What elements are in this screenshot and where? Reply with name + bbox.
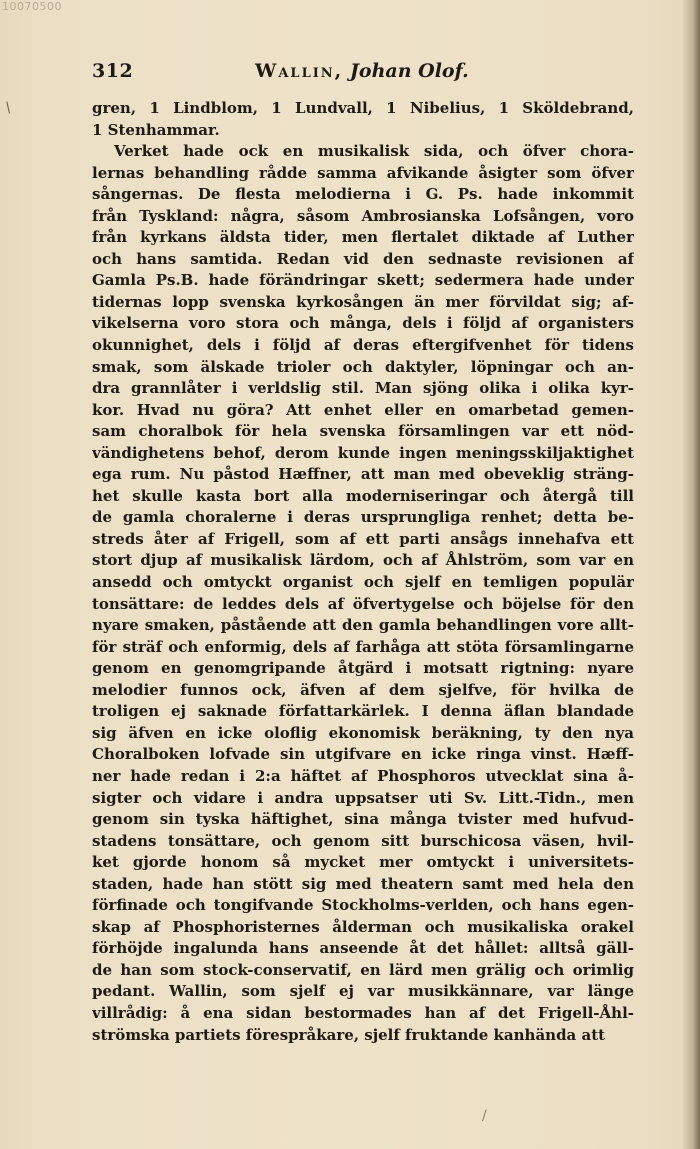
text-line: kor. Hvad nu göra? Att enhet eller en omarbetad gemen- [92,400,634,419]
text-line: från kyrkans äldsta tider, men flertalet diktade af Luther [92,228,634,247]
text-line: Choralboken lofvade sin utgifvare en icke ringa vinst. Hæff- [92,745,634,764]
text-line: sig äfven en icke oloflig ekonomisk beräkning, ty den nya [92,723,634,742]
page-binding-shadow [682,0,700,1149]
text-line: dra grannlåter i verldslig stil. Man sjöng olika i olika kyr- [92,379,634,398]
text-line: de gamla choralerne i deras ursprungliga renhet; detta be- [92,508,634,527]
text-line: sångernas. De flesta melodierna i G. Ps. hade inkommit [92,185,634,204]
text-line: stadens tonsättare, och genom sitt burschicosa väsen, hvil- [92,831,634,850]
text-line: stort djup af musikalisk lärdom, och af Åhlström, som var en [92,551,634,570]
text-line: streds åter af Frigell, som af ett parti ansågs innehafva ett [92,529,634,548]
page-number: 312 [92,60,134,82]
text-line: smak, som älskade trioler och daktyler, löpningar och an- [92,357,634,376]
text-line: sigter och vidare i andra uppsatser uti Sv. Litt.-Tidn., men [92,788,634,807]
text-line: Verket hade ock en musikalisk sida, och öfver chora- [114,142,634,161]
text-line: nyare smaken, påstående att den gamla behandlingen vore allt- [92,616,634,635]
text-line: strömska partiets förespråkare, sjelf fruktande kanhända att [92,1025,606,1044]
text-line: för sträf och enformig, dels af farhåga att stöta församlingarne [92,637,634,656]
text-line: lernas behandling rådde samma afvikande åsigter som öfver [92,163,634,182]
running-title-given-names: Johan Olof. [349,60,469,82]
text-line: tidernas lopp svenska kyrkosången än mer förvildat sig; af- [92,292,634,311]
text-line: troligen ej saknade författarkärlek. I denna äflan blandade [92,702,634,721]
text-line: genom sin tyska häftighet, sina många tvister med hufvud- [92,810,634,829]
text-line: ega rum. Nu påstod Hæffner, att man med obeveklig sträng- [92,465,634,484]
bottom-pencil-mark: / [482,1108,487,1124]
scan-id-label: 10070500 [2,0,62,13]
text-line: okunnighet, dels i följd af deras eftergifvenhet för tidens [92,336,634,355]
text-line: och hans samtida. Redan vid den sednaste revisionen af [92,249,634,268]
running-title [255,60,469,82]
text-line: villrådig: å ena sidan bestormades han af det Frigell-Åhl- [92,1003,634,1022]
margin-pencil-mark: / [2,99,15,117]
running-title-surname: Wallin, [255,60,344,82]
text-line: genom en genomgripande åtgärd i motsatt rigtning: nyare [92,659,634,678]
text-line: pedant. Wallin, som sjelf ej var musikkännare, var länge [92,982,634,1001]
text-line: ket gjorde honom så mycket mer omtyckt i universitets- [92,853,634,872]
text-line: melodier funnos ock, äfven af dem sjelfve, för hvilka de [92,680,634,699]
text-line: Gamla Ps.B. hade förändringar skett; sedermera hade under [92,271,634,290]
text-line: het skulle kasta bort alla moderniseringar och återgå till [92,486,634,505]
text-line: vikelserna voro stora och många, dels i följd af organisters [92,314,634,333]
text-line: 1 Stenhammar. [92,120,220,139]
text-line: skap af Phosphoristernes ålderman och musikaliska orakel [92,917,634,936]
text-line: tonsättare: de leddes dels af öfvertygelse och böjelse för den [92,594,634,613]
text-line: staden, hade han stött sig med theatern samt med hela den [92,874,634,893]
body-text [92,98,634,1046]
text-line: gren, 1 Lindblom, 1 Lundvall, 1 Nibelius, 1 Sköldebrand, [92,99,634,117]
text-line: förfinade och tongifvande Stockholms-verlden, och hans egen- [92,896,634,915]
text-line: förhöjde ingalunda hans anseende åt det hållet: alltså gäll- [92,939,634,958]
text-line: vändighetens behof, derom kunde ingen meningsskiljaktighet [92,443,634,462]
text-line: de han som stock-conservatif, en lärd men grälig och orimlig [92,960,634,979]
text-line: ansedd och omtyckt organist och sjelf en temligen populär [92,573,634,592]
text-line: från Tyskland: några, såsom Ambrosianska Lofsången, voro [92,206,634,225]
running-header [92,60,634,86]
text-line: ner hade redan i 2:a häftet af Phosphoros utvecklat sina å- [92,766,634,785]
text-line: sam choralbok för hela svenska församlingen var ett nöd- [92,422,634,441]
